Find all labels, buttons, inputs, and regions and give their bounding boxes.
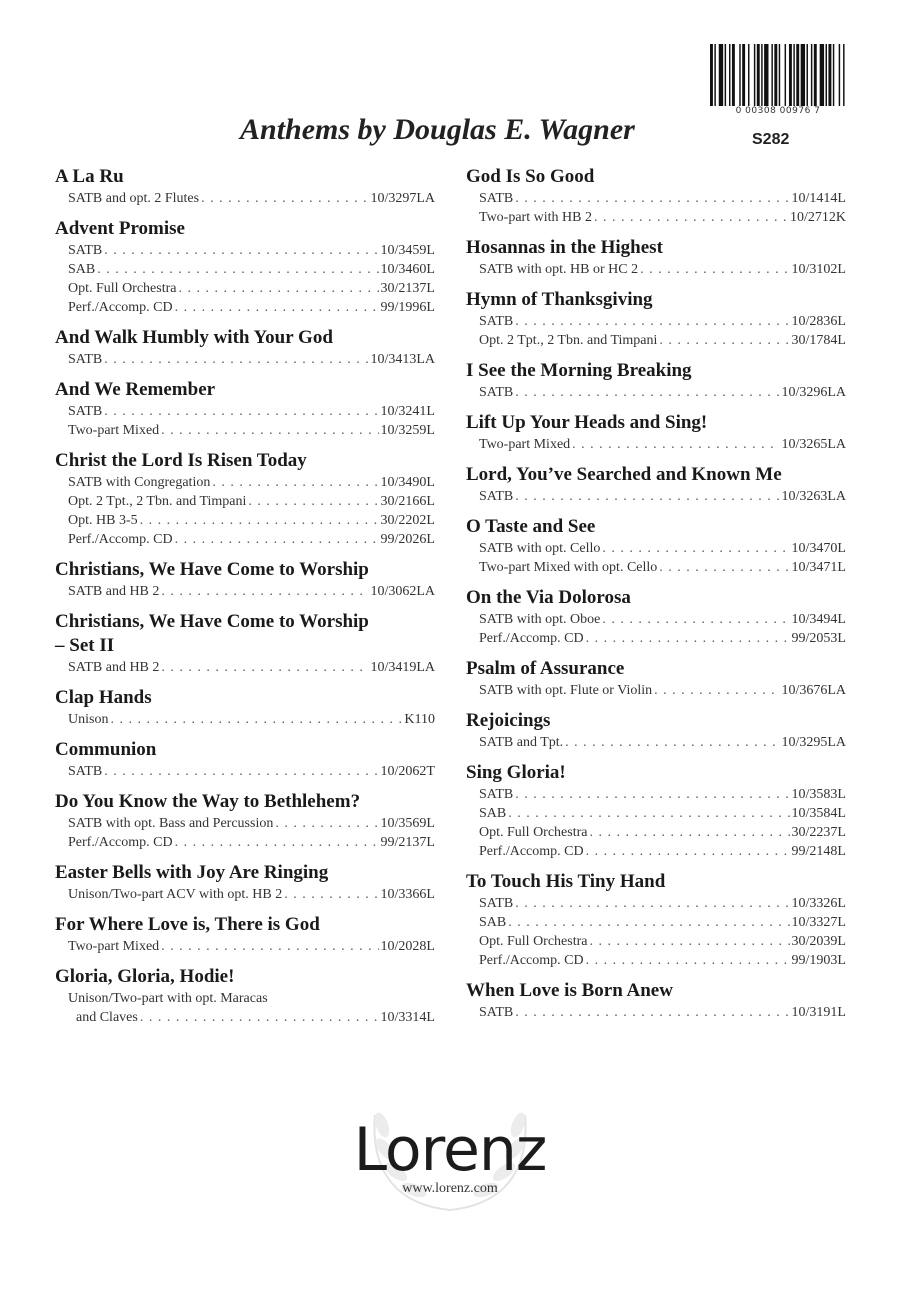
catalog-number: 10/3459L [380,243,435,258]
barcode-bar [807,44,808,106]
barcode-bar [771,44,772,106]
voicing: Two-part with HB 2 [479,210,592,225]
anthem-title: Sing Gloria! [466,762,566,783]
catalog-number: 10/3296LA [781,385,846,400]
anthem-entry [466,165,846,227]
voicing: SATB [68,404,103,419]
edition-line [466,1003,846,1022]
dot-leader [589,823,789,842]
anthem-entry [55,610,435,677]
dot-leader [175,833,379,852]
anthem-title: Psalm of Assurance [466,658,625,679]
catalog-number: 10/3460L [380,262,435,277]
dot-leader [586,951,790,970]
voicing: Unison/Two-part ACV with opt. HB 2 [68,887,283,902]
catalog-number: 30/2237L [791,825,846,840]
anthem-entry [466,288,846,350]
dot-leader [104,402,378,421]
edition-line [55,1008,435,1027]
catalog-number: 10/3413LA [370,352,435,367]
edition-line [466,842,846,861]
edition-line [466,932,846,951]
barcode-bar [761,44,762,106]
anthem-title: Communion [55,739,157,760]
barcode-bar [801,44,805,106]
edition-line [55,350,435,369]
voicing: Opt. 2 Tpt., 2 Tbn. and Timpani [68,494,247,509]
barcode-bar [820,44,824,106]
edition-line [466,558,846,577]
barcode-bar [774,44,777,106]
catalog-number: 99/2137L [380,835,435,850]
catalog-number: 99/2053L [791,631,846,646]
barcode-bar [793,44,794,106]
edition-line [466,804,846,823]
edition-line [55,582,435,601]
edition-line [55,885,435,904]
edition-line [55,241,435,260]
barcode-bar [714,44,715,106]
edition-line [55,530,435,549]
barcode-bar [789,44,792,106]
catalog-number: K110 [404,712,435,727]
barcode-bar [764,44,768,106]
dot-leader [201,189,368,208]
anthem-title: O Taste and See [466,516,596,537]
anthem-entry [466,586,846,648]
anthem-entry [55,217,435,317]
barcode-bar [843,44,844,106]
voicing: Perf./Accomp. CD [479,844,584,859]
catalog-number: 30/2039L [791,934,846,949]
catalog-number: 10/2062T [380,764,435,779]
edition-line [55,279,435,298]
dot-leader [248,492,378,511]
voicing: SATB [479,896,514,911]
catalog-number: 30/2202L [380,513,435,528]
voicing: SATB with opt. Cello [479,541,601,556]
dot-leader [275,814,378,833]
anthem-entry [466,979,846,1022]
voicing: SATB and HB 2 [68,660,160,675]
edition-line [55,473,435,492]
voicing: Two-part Mixed [68,423,160,438]
dot-leader [508,913,789,932]
voicing: Two-part Mixed with opt. Cello [479,560,658,575]
catalog-number: 10/3102L [791,262,846,277]
dot-leader [508,804,789,823]
voicing: SATB with opt. Oboe [479,612,601,627]
barcode-bar [839,44,840,106]
voicing: SAB [68,262,96,277]
edition-line [466,913,846,932]
dot-leader [572,435,779,454]
dot-leader [515,383,779,402]
voicing: Perf./Accomp. CD [68,300,173,315]
edition-line [55,937,435,956]
voicing: Perf./Accomp. CD [68,835,173,850]
dot-leader [659,331,789,350]
catalog-number: 10/3583L [791,787,846,802]
dot-leader [640,260,789,279]
catalog-number: 30/2166L [380,494,435,509]
anthem-title: Easter Bells with Joy Are Ringing [55,862,329,883]
dot-leader [97,260,378,279]
edition-line [55,492,435,511]
catalog-code: S282 [752,131,790,148]
dot-leader [178,279,378,298]
anthem-entry [55,326,435,369]
dot-leader [565,733,779,752]
anthem-entry [55,686,435,729]
anthem-entry [466,359,846,402]
dot-leader [515,894,789,913]
catalog-number: 10/3419LA [370,660,435,675]
anthem-title: I See the Morning Breaking [466,360,692,381]
edition-line [466,823,846,842]
dot-leader [654,681,779,700]
edition-line [466,208,846,227]
right-column [466,165,846,1031]
edition-line [466,435,846,454]
barcode-bar [757,44,760,106]
barcode-bar [725,44,726,106]
voicing: Opt. Full Orchestra [68,281,177,296]
catalog-number: 10/3062LA [370,584,435,599]
dot-leader [284,885,378,904]
voicing: Opt. Full Orchestra [479,825,588,840]
voicing: SATB [68,352,103,367]
anthem-title: Advent Promise [55,218,185,239]
voicing: Perf./Accomp. CD [479,631,584,646]
edition-line [466,383,846,402]
catalog-number: 10/3241L [380,404,435,419]
catalog-number: 10/3263LA [781,489,846,504]
dot-leader [140,511,379,530]
barcode-number: 0 00308 00976 7 [735,106,821,116]
barcode-bar [719,44,723,106]
anthem-title: Christians, We Have Come to Worship [55,559,369,580]
catalog-number: 10/3326L [791,896,846,911]
catalog-number: 10/3490L [380,475,435,490]
voicing: SATB [68,764,103,779]
catalog-number: 99/2148L [791,844,846,859]
anthem-entry [55,913,435,956]
barcode-bar [833,44,834,106]
catalog-number: 10/3470L [791,541,846,556]
dot-leader [161,582,368,601]
edition-line [55,511,435,530]
catalog-number: 10/3366L [380,887,435,902]
anthem-title: For Where Love is, There is God [55,914,320,935]
anthem-title: Christians, We Have Come to Worship [55,611,369,632]
anthem-title: When Love is Born Anew [466,980,673,1001]
voicing: Perf./Accomp. CD [479,953,584,968]
barcode-bar [828,44,831,106]
anthem-title: Do You Know the Way to Bethlehem? [55,791,361,812]
voicing: SATB [68,243,103,258]
anthem-title: And Walk Humbly with Your God [55,327,333,348]
dot-leader [104,762,378,781]
anthem-entry [55,790,435,852]
anthem-title: Gloria, Gloria, Hodie! [55,966,235,987]
anthem-title: And We Remember [55,379,216,400]
dot-leader [161,421,378,440]
anthem-entry [466,761,846,861]
voicing-line: Unison/Two-part with opt. Maracas [68,991,268,1006]
anthem-entry [55,449,435,549]
voicing: and Claves [76,1010,138,1025]
voicing: Opt. 2 Tpt., 2 Tbn. and Timpani [479,333,658,348]
barcode-bar [739,44,740,106]
anthem-title: To Touch His Tiny Hand [466,871,666,892]
catalog-number: 10/1414L [791,191,846,206]
barcode-bar [779,44,780,106]
catalog-number: 10/3676LA [781,683,846,698]
anthem-entry [55,378,435,440]
catalog-number: 10/3191L [791,1005,846,1020]
voicing: SATB [479,787,514,802]
barcode-bar [742,44,745,106]
catalog-number: 10/2028L [380,939,435,954]
anthem-entry [55,558,435,601]
catalog-number: 10/2712K [790,210,846,225]
anthem-entry [55,965,435,1027]
dot-leader [175,530,379,549]
anthem-entry [466,463,846,506]
anthem-entry [466,709,846,752]
catalog-number: 10/3494L [791,612,846,627]
edition-line [55,814,435,833]
edition-line [55,710,435,729]
dot-leader [602,539,789,558]
voicing: Unison [68,712,109,727]
edition-line [466,681,846,700]
edition-line [55,402,435,421]
catalog-number: 30/1784L [791,333,846,348]
catalog-number: 10/3584L [791,806,846,821]
edition-line [466,539,846,558]
catalog-number: 10/2836L [791,314,846,329]
voicing: SATB with opt. HB or HC 2 [479,262,639,277]
dot-leader [175,298,379,317]
voicing: SATB [479,385,514,400]
anthem-entry [466,236,846,279]
catalog-number: 10/3265LA [781,437,846,452]
left-column [55,165,435,1036]
catalog-number: 99/1903L [791,953,846,968]
voicing: SATB with opt. Flute or Violin [479,683,653,698]
barcode [702,44,854,124]
anthem-entry [55,861,435,904]
dot-leader [659,558,789,577]
lorenz-logo: Lorenz [353,1115,547,1185]
voicing: Opt. HB 3-5 [68,513,138,528]
dot-leader [589,932,789,951]
barcode-bar [796,44,799,106]
edition-line [466,260,846,279]
dot-leader [161,937,378,956]
anthem-title: Hosannas in the Highest [466,237,663,258]
dot-leader [515,312,789,331]
edition-line [55,833,435,852]
barcode-bar [785,44,786,106]
catalog-number: 10/3259L [380,423,435,438]
edition-line [466,487,846,506]
anthem-title: A La Ru [55,166,124,187]
barcode-bar [748,44,749,106]
dot-leader [515,487,779,506]
dot-leader [602,610,789,629]
anthem-title: God Is So Good [466,166,595,187]
barcode-bar [729,44,730,106]
page-title: Anthems by Douglas E. Wagner [240,113,635,146]
edition-line [466,312,846,331]
anthem-entry [55,165,435,208]
voicing: SATB [479,1005,514,1020]
edition-line [55,189,435,208]
barcode-bar [811,44,812,106]
catalog-number: 30/2137L [380,281,435,296]
voicing: SATB and Tpt. [479,735,564,750]
voicing: Perf./Accomp. CD [68,532,173,547]
edition-line [55,762,435,781]
dot-leader [515,189,789,208]
dot-leader [104,350,368,369]
dot-leader [104,241,378,260]
voicing: SATB with Congregation [68,475,211,490]
edition-line [466,629,846,648]
edition-line [55,298,435,317]
anthem-entry [466,515,846,577]
voicing: Opt. Full Orchestra [479,934,588,949]
anthem-entry [466,657,846,700]
anthem-title: Christ the Lord Is Risen Today [55,450,307,471]
dot-leader [161,658,368,677]
anthem-title: Lift Up Your Heads and Sing! [466,412,708,433]
voicing: SATB [479,314,514,329]
anthem-entry [466,411,846,454]
voicing: SATB [479,489,514,504]
barcode-bars [710,44,846,106]
edition-line [55,421,435,440]
catalog-number: 10/3471L [791,560,846,575]
dot-leader [515,785,789,804]
anthem-title: Rejoicings [466,710,551,731]
anthem-title: Clap Hands [55,687,152,708]
dot-leader [140,1008,379,1027]
anthem-entry [55,738,435,781]
voicing: SATB and HB 2 [68,584,160,599]
voicing: SAB [479,806,507,821]
anthem-entry [466,870,846,970]
barcode-bar [732,44,735,106]
barcode-bar [754,44,755,106]
catalog-number: 10/3327L [791,915,846,930]
barcode-bar [826,44,827,106]
anthem-title-continued: – Set II [55,635,115,656]
edition-line [55,260,435,279]
catalog-number: 99/2026L [380,532,435,547]
voicing: SATB with opt. Bass and Percussion [68,816,274,831]
publisher-url[interactable]: www.lorenz.com [402,1181,498,1196]
voicing: Two-part Mixed [479,437,571,452]
barcode-bar [814,44,817,106]
dot-leader [212,473,378,492]
dot-leader [586,629,790,648]
voicing: SAB [479,915,507,930]
voicing: SATB [479,191,514,206]
dot-leader [515,1003,789,1022]
catalog-number: 99/1996L [380,300,435,315]
dot-leader [594,208,788,227]
anthem-title: Lord, You’ve Searched and Known Me [466,464,782,485]
catalog-number: 10/3297LA [370,191,435,206]
edition-line [466,894,846,913]
edition-line [55,658,435,677]
anthem-title: Hymn of Thanksgiving [466,289,653,310]
catalog-number: 10/3569L [380,816,435,831]
edition-line [466,785,846,804]
catalog-number: 10/3314L [380,1010,435,1025]
dot-leader [110,710,402,729]
edition-line [466,733,846,752]
barcode-bar [710,44,713,106]
catalog-number: 10/3295LA [781,735,846,750]
voicing: SATB and opt. 2 Flutes [68,191,200,206]
dot-leader [586,842,790,861]
anthem-title: On the Via Dolorosa [466,587,631,608]
edition-line [466,610,846,629]
voicing: Two-part Mixed [68,939,160,954]
edition-line [466,951,846,970]
edition-line [466,189,846,208]
edition-line [466,331,846,350]
